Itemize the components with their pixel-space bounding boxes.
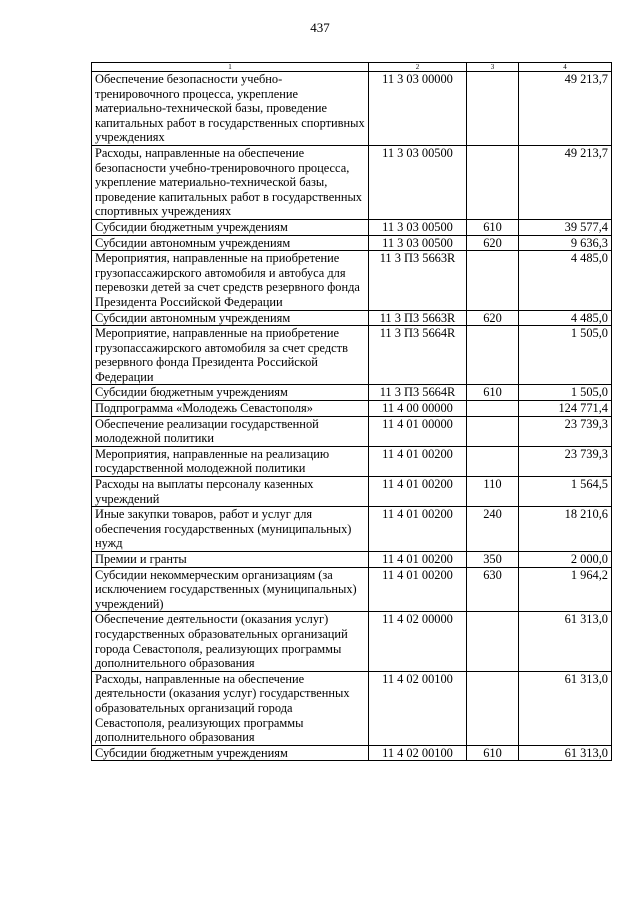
table-row	[92, 385, 612, 401]
row-amount-cell: 49 213,7	[519, 145, 612, 219]
row-name-cell: Иные закупки товаров, работ и услуг для обеспечения государственных (муниципальных) нужд	[92, 507, 369, 552]
row-name-cell: Субсидии бюджетным учреждениям	[92, 219, 369, 235]
table-row	[92, 446, 612, 476]
row-code-cell: 11 4 02 00100	[369, 745, 467, 761]
row-expense-type-cell: 610	[467, 385, 519, 401]
row-amount-cell: 2 000,0	[519, 552, 612, 568]
row-code-cell: 11 3 П3 5664R	[369, 385, 467, 401]
row-code-cell: 11 3 03 00000	[369, 72, 467, 146]
row-name-cell: Мероприятия, направленные на приобретение грузопассажирского автомобиля и автобуса для перевозки детей за счет средств резервного фонда Президента Российской Федерации	[92, 251, 369, 310]
row-code-cell: 11 4 01 00200	[369, 446, 467, 476]
row-name-cell: Субсидии бюджетным учреждениям	[92, 745, 369, 761]
page-number: 437	[310, 20, 330, 35]
row-amount-cell: 18 210,6	[519, 507, 612, 552]
row-name-cell: Обеспечение реализации государственной молодежной политики	[92, 416, 369, 446]
row-expense-type-cell: 240	[467, 507, 519, 552]
table-row	[92, 145, 612, 219]
row-expense-type-cell	[467, 446, 519, 476]
row-amount-cell: 61 313,0	[519, 671, 612, 745]
row-expense-type-cell	[467, 251, 519, 310]
row-expense-type-cell	[467, 145, 519, 219]
row-name-cell: Субсидии некоммерческим организациям (за исключением государственных (муниципальных) учреждений)	[92, 567, 369, 612]
row-amount-cell: 1 505,0	[519, 385, 612, 401]
row-code-cell: 11 3 П3 5663R	[369, 251, 467, 310]
row-amount-cell: 1 505,0	[519, 326, 612, 385]
table-row	[92, 251, 612, 310]
row-amount-cell: 39 577,4	[519, 219, 612, 235]
row-name-cell: Расходы на выплаты персоналу казенных учреждений	[92, 477, 369, 507]
table-row	[92, 671, 612, 745]
table-header-row	[92, 63, 612, 72]
row-amount-cell: 61 313,0	[519, 612, 612, 671]
row-amount-cell: 49 213,7	[519, 72, 612, 146]
table-row	[92, 310, 612, 326]
row-amount-cell: 9 636,3	[519, 235, 612, 251]
row-expense-type-cell: 610	[467, 219, 519, 235]
row-amount-cell: 1 564,5	[519, 477, 612, 507]
row-name-cell: Мероприятие, направленные на приобретение грузопассажирского автомобиля за счет средств резервного фонда Президента Российской Федерации	[92, 326, 369, 385]
column-header-3: 3	[467, 63, 519, 72]
table-row	[92, 745, 612, 761]
row-code-cell: 11 4 01 00200	[369, 567, 467, 612]
row-expense-type-cell	[467, 416, 519, 446]
row-code-cell: 11 4 01 00200	[369, 477, 467, 507]
row-code-cell: 11 3 03 00500	[369, 235, 467, 251]
row-amount-cell: 1 964,2	[519, 567, 612, 612]
table-row	[92, 567, 612, 612]
budget-table	[91, 62, 612, 761]
row-code-cell: 11 4 02 00000	[369, 612, 467, 671]
row-name-cell: Субсидии автономным учреждениям	[92, 235, 369, 251]
row-amount-cell: 4 485,0	[519, 310, 612, 326]
row-expense-type-cell: 630	[467, 567, 519, 612]
row-amount-cell: 4 485,0	[519, 251, 612, 310]
row-name-cell: Премии и гранты	[92, 552, 369, 568]
row-name-cell: Обеспечение деятельности (оказания услуг) государственных образовательных организаций города Севастополя, реализующих программы дополнительного образования	[92, 612, 369, 671]
column-header-4: 4	[519, 63, 612, 72]
row-expense-type-cell	[467, 612, 519, 671]
table-row	[92, 326, 612, 385]
row-name-cell: Расходы, направленные на обеспечение деятельности (оказания услуг) государственных образовательных организаций города Севастополя, реализующих программы дополнительного образования	[92, 671, 369, 745]
row-code-cell: 11 4 01 00000	[369, 416, 467, 446]
row-amount-cell: 23 739,3	[519, 416, 612, 446]
row-amount-cell: 23 739,3	[519, 446, 612, 476]
row-expense-type-cell	[467, 401, 519, 417]
row-name-cell: Подпрограмма «Молодежь Севастополя»	[92, 401, 369, 417]
row-code-cell: 11 4 02 00100	[369, 671, 467, 745]
row-amount-cell: 124 771,4	[519, 401, 612, 417]
table-row	[92, 416, 612, 446]
table-row	[92, 507, 612, 552]
row-expense-type-cell	[467, 326, 519, 385]
row-expense-type-cell	[467, 671, 519, 745]
row-amount-cell: 61 313,0	[519, 745, 612, 761]
row-expense-type-cell: 350	[467, 552, 519, 568]
row-code-cell: 11 4 01 00200	[369, 552, 467, 568]
row-expense-type-cell: 110	[467, 477, 519, 507]
table-row	[92, 235, 612, 251]
row-code-cell: 11 3 03 00500	[369, 219, 467, 235]
row-expense-type-cell: 610	[467, 745, 519, 761]
row-name-cell: Расходы, направленные на обеспечение безопасности учебно-тренировочного процесса, укрепление материально-технической базы, проведение капитальных работ в государственных спортивных учреждениях	[92, 145, 369, 219]
table-row	[92, 401, 612, 417]
row-code-cell: 11 3 03 00500	[369, 145, 467, 219]
row-code-cell: 11 3 П3 5664R	[369, 326, 467, 385]
row-code-cell: 11 3 П3 5663R	[369, 310, 467, 326]
row-name-cell: Субсидии автономным учреждениям	[92, 310, 369, 326]
table-row	[92, 612, 612, 671]
table-row	[92, 72, 612, 146]
row-name-cell: Мероприятия, направленные на реализацию государственной молодежной политики	[92, 446, 369, 476]
row-code-cell: 11 4 01 00200	[369, 507, 467, 552]
column-header-1: 1	[92, 63, 369, 72]
table-body	[92, 72, 612, 761]
row-name-cell: Обеспечение безопасности учебно-тренировочного процесса, укрепление материально-технической базы, проведение капитальных работ в государственных спортивных учреждениях	[92, 72, 369, 146]
row-name-cell: Субсидии бюджетным учреждениям	[92, 385, 369, 401]
table-row	[92, 552, 612, 568]
row-expense-type-cell: 620	[467, 310, 519, 326]
row-expense-type-cell	[467, 72, 519, 146]
table-row	[92, 219, 612, 235]
table-row	[92, 477, 612, 507]
column-header-2: 2	[369, 63, 467, 72]
row-code-cell: 11 4 00 00000	[369, 401, 467, 417]
row-expense-type-cell: 620	[467, 235, 519, 251]
